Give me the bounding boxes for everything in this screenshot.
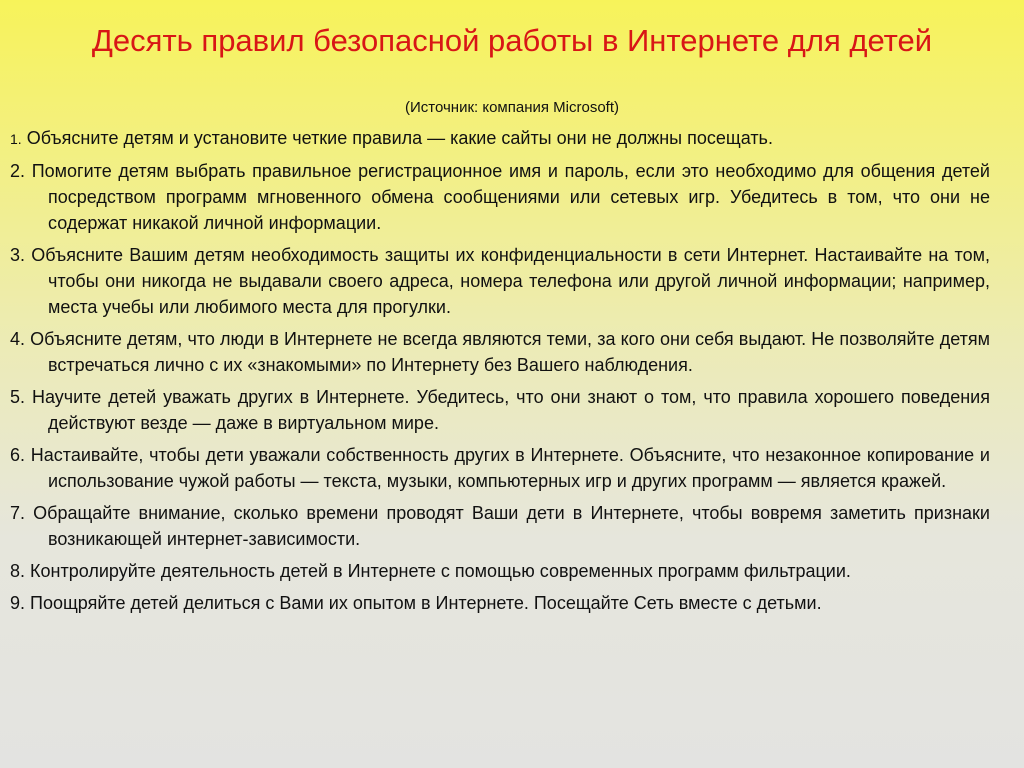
source-note: (Источник: компания Microsoft) [404, 99, 619, 116]
rule-number: 9. [10, 593, 26, 613]
rule-item-7 [10, 500, 990, 552]
rule-text: Объясните детям, что люди в Интернете не всегда являются теми, за кого они себя выдают. Не позволяйте детям встречаться лично с их «знакомыми» по Интернету без Вашего наблюдения. [30, 329, 990, 375]
rule-text: Контролируйте деятельность детей в Интернете с помощью современных программ фильтрации. [30, 561, 851, 581]
rule-item-4 [10, 326, 990, 378]
rule-number: 4. [10, 329, 26, 349]
rule-item-1 [10, 125, 990, 152]
rule-number: 8. [10, 561, 26, 581]
rule-item-5 [10, 384, 990, 436]
rules-list [10, 125, 990, 622]
slide-title: Десять правил безопасной работы в Интернете для детей [91, 23, 933, 58]
rule-text: Поощряйте детей делиться с Вами их опытом в Интернете. Посещайте Сеть вместе с детьми. [30, 593, 822, 613]
rule-item-6 [10, 442, 990, 494]
rule-text: Научите детей уважать других в Интернете. Убедитесь, что они знают о том, что правила хорошего поведения действуют везде — даже в виртуальном мире. [31, 387, 990, 433]
rule-item-3 [10, 242, 990, 320]
rule-number: 2. [10, 161, 26, 181]
rule-number: 5. [10, 387, 26, 407]
rule-text: Помогите детям выбрать правильное регистрационное имя и пароль, если это необходимо для общения детей посредством программ мгновенного обмена сообщениями или сетевых игр. Убедитесь в том, что они не содержат никакой личной информации. [31, 161, 990, 233]
rule-item-9 [10, 590, 990, 616]
rule-text: Объясните детям и установите четкие правила — какие сайты они не должны посещать. [26, 128, 773, 148]
rule-text: Обращайте внимание, сколько времени проводят Ваши дети в Интернете, чтобы вовремя заметить признаки возникающей интернет-зависимости. [33, 503, 990, 549]
rule-text: Настаивайте, чтобы дети уважали собственность других в Интернете. Объясните, что незаконное копирование и использование чужой работы — текста, музыки, компьютерных игр и других программ — является кражей. [30, 445, 990, 491]
rule-item-2 [10, 158, 990, 236]
rule-number: 1. [10, 131, 22, 147]
rule-item-8 [10, 558, 990, 584]
rule-text: Объясните Вашим детям необходимость защиты их конфиденциальности в сети Интернет. Настаивайте на том, чтобы они никогда не выдавали своего адреса, номера телефона или другой личной информации; например, места учебы или любимого места для прогулки. [31, 245, 990, 317]
rule-number: 6. [10, 445, 26, 465]
rule-number: 3. [10, 245, 26, 265]
rule-number: 7. [10, 503, 26, 523]
